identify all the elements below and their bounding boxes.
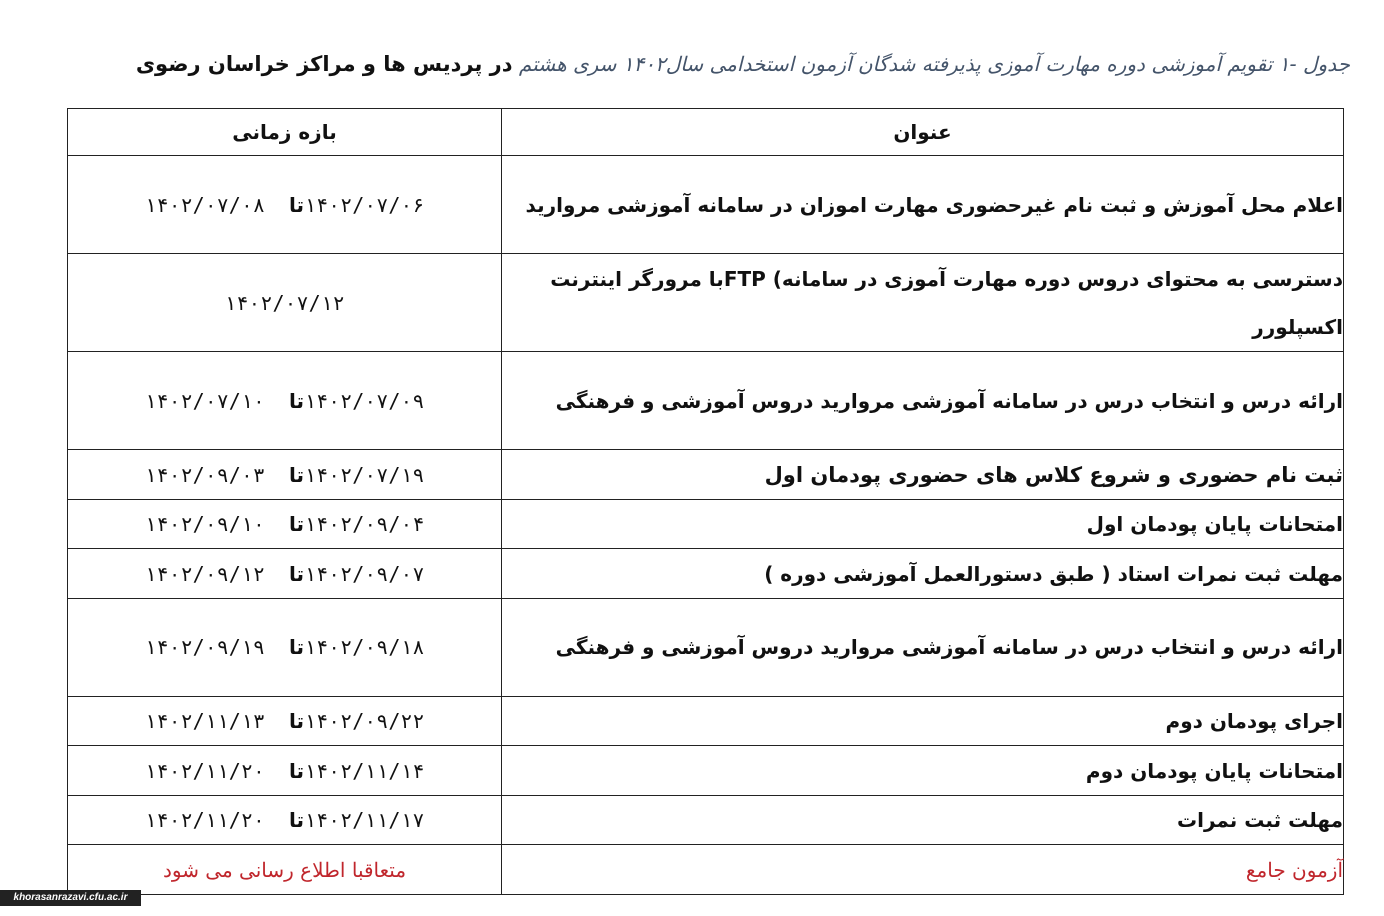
range-end: ۱۴۰۲/۰۷/۰۸	[144, 192, 265, 217]
row-range	[68, 499, 502, 549]
range-end: ۱۴۰۲/۰۹/۰۳	[144, 462, 265, 487]
range-to: تا	[289, 192, 305, 217]
range-to: تا	[289, 388, 305, 413]
table-row	[68, 549, 1344, 599]
header-title: عنوان	[502, 109, 1344, 156]
range-end: ۱۴۰۲/۰۹/۱۰	[144, 512, 265, 537]
row-title: امتحانات پایان پودمان اول	[502, 499, 1344, 549]
row-range	[68, 156, 502, 254]
row-title: اجرای پودمان دوم	[502, 696, 1344, 746]
site-watermark: khorasanrazavi.cfu.ac.ir	[0, 890, 141, 906]
range-to: تا	[289, 462, 305, 487]
table-row	[68, 746, 1344, 796]
table-row-final	[68, 845, 1344, 895]
range-end: ۱۴۰۲/۰۹/۱۲	[144, 561, 265, 586]
range-to: تا	[289, 635, 305, 660]
table-row	[68, 598, 1344, 696]
range-end: ۱۴۰۲/۱۱/۲۰	[144, 758, 265, 783]
range-end: ۱۴۰۲/۱۱/۲۰	[144, 808, 265, 833]
row-range	[68, 746, 502, 796]
table-row	[68, 352, 1344, 450]
row-range	[68, 696, 502, 746]
table-row	[68, 795, 1344, 845]
range-start: ۱۴۰۲/۰۷/۰۶	[304, 192, 425, 217]
row-title: ارائه درس و انتخاب درس در سامانه آموزشی مروارید دروس آموزشی و فرهنگی	[502, 598, 1344, 696]
final-row-range: متعاقبا اطلاع رسانی می شود	[68, 845, 502, 895]
range-start: ۱۴۰۲/۱۱/۱۷	[304, 808, 425, 833]
range-start: ۱۴۰۲/۰۹/۰۴	[304, 512, 425, 537]
range-to: تا	[289, 709, 305, 734]
range-end: ۱۴۰۲/۰۹/۱۹	[144, 635, 265, 660]
range-to: تا	[289, 512, 305, 537]
table-row	[68, 254, 1344, 352]
row-title: مهلت ثبت نمرات	[502, 795, 1344, 845]
table-row	[68, 499, 1344, 549]
row-title: دسترسی به محتوای دروس دوره مهارت آموزی در سامانه) FTPبا مرورگر اینترنت اکسپلورر	[502, 254, 1344, 352]
row-range	[68, 450, 502, 500]
table-row	[68, 450, 1344, 500]
row-title: مهلت ثبت نمرات استاد ( طبق دستورالعمل آموزشی دوره )	[502, 549, 1344, 599]
row-range	[68, 549, 502, 599]
table-row	[68, 156, 1344, 254]
caption-main: جدول -۱ تقویم آموزشی دوره مهارت آموزی پذیرفته شدگان آزمون استخدامی سال۱۴۰۲ سری هشتم	[512, 52, 1350, 76]
row-title: ارائه درس و انتخاب درس در سامانه آموزشی مروارید دروس آموزشی و فرهنگی	[502, 352, 1344, 450]
table-caption	[30, 44, 1350, 84]
row-range	[68, 254, 502, 352]
row-title: اعلام محل آموزش و ثبت نام غیرحضوری مهارت اموزان در سامانه آموزشی مروارید	[502, 156, 1344, 254]
row-title: ثبت نام حضوری و شروع کلاس های حضوری پودمان اول	[502, 450, 1344, 500]
table-row	[68, 696, 1344, 746]
row-range	[68, 795, 502, 845]
caption-location: در پردیس ها و مراکز خراسان رضوی	[135, 52, 513, 76]
schedule-table	[67, 108, 1344, 895]
range-start: ۱۴۰۲/۰۹/۰۷	[304, 561, 425, 586]
range-end: ۱۴۰۲/۰۷/۱۰	[144, 388, 265, 413]
range-start: ۱۴۰۲/۰۹/۱۸	[304, 635, 425, 660]
row-title: امتحانات پایان پودمان دوم	[502, 746, 1344, 796]
range-start: ۱۴۰۲/۰۷/۱۹	[304, 462, 425, 487]
range-start: ۱۴۰۲/۰۷/۱۲	[224, 290, 345, 315]
range-to: تا	[289, 808, 305, 833]
header-range: بازه زمانی	[68, 109, 502, 156]
range-to: تا	[289, 758, 305, 783]
final-row-title: آزمون جامع	[502, 845, 1344, 895]
range-end: ۱۴۰۲/۱۱/۱۳	[144, 709, 265, 734]
range-start: ۱۴۰۲/۱۱/۱۴	[304, 758, 425, 783]
range-start: ۱۴۰۲/۰۷/۰۹	[304, 388, 425, 413]
table-header-row	[68, 109, 1344, 156]
row-range	[68, 352, 502, 450]
range-to: تا	[289, 561, 305, 586]
row-range	[68, 598, 502, 696]
range-start: ۱۴۰۲/۰۹/۲۲	[304, 709, 425, 734]
